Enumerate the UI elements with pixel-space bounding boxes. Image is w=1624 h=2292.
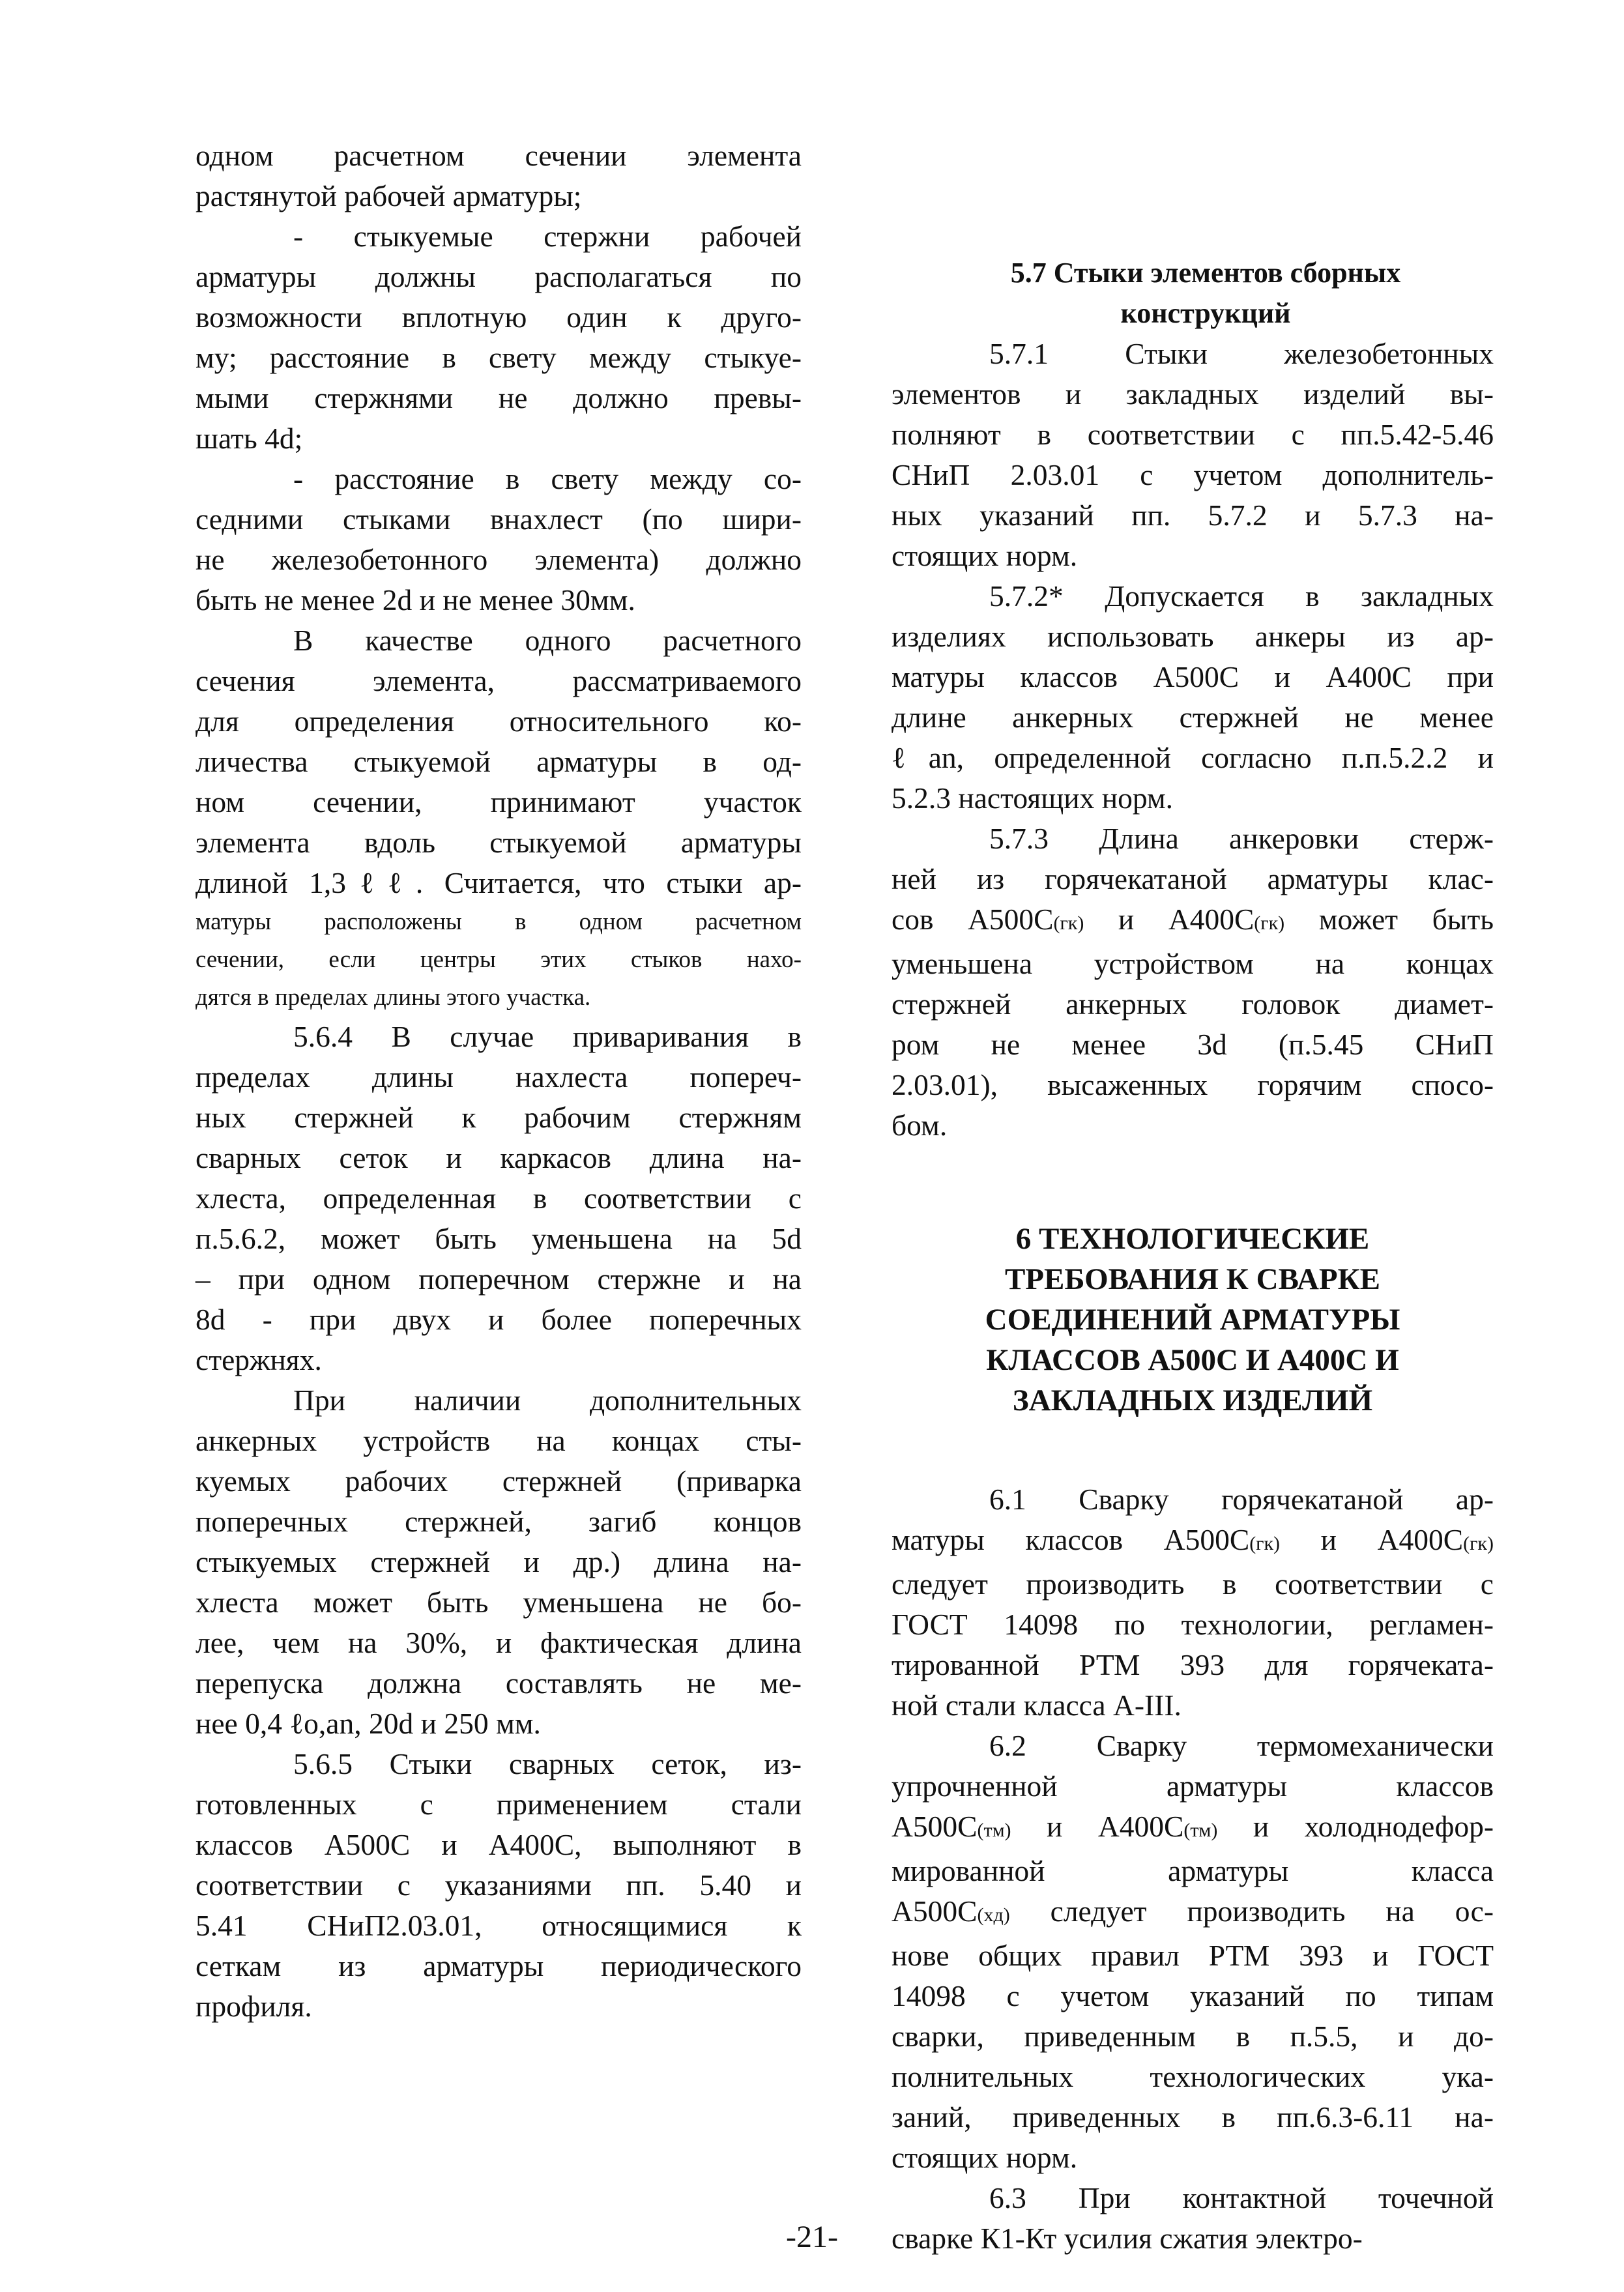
text-line: 5.7.3 Длина анкеровки стерж- [989,822,1494,855]
text-line: ром не менее 3d (п.5.45 СНиП [892,1028,1494,1061]
text-line: длиной 1,3ℓℓ. Считается, что стыки ар- [196,866,802,899]
text-line: соответствии с указаниями пп. 5.40 и [196,1868,802,1902]
text-run: и холоднодефор- [1217,1810,1494,1843]
text-line: 14098 с учетом указаний по типам [892,1979,1494,2012]
text-line: 5.41 СНиП2.03.01, относящимися к [196,1909,802,1942]
paragraph-small-print [196,903,802,1017]
text-run: А500С [892,1894,978,1928]
text-line: 5.6.5 Стыки сварных сеток, из- [293,1747,802,1780]
text-line: хлеста, определенная в соответствии с [196,1182,802,1215]
text-line: полнительных технологических ука- [892,2060,1494,2093]
text-line: 2.03.01), высаженных горячим спосо- [892,1068,1494,1101]
text-run: может быть [1284,903,1494,936]
text-line: 6.1 Сварку горячекатаной ар- [989,1483,1494,1516]
text-line: растянутой рабочей арматуры; [196,179,582,212]
text-line: возможности вплотную один к друго- [196,300,802,334]
text-run: и А400С [1280,1523,1464,1556]
text-line: элементов и закладных изделий вы- [892,377,1494,411]
text-line: стыкуемых стержней и др.) длина на- [196,1545,802,1578]
heading-line: КЛАССОВ А500С И А400С И [986,1343,1399,1377]
subscript: (гк) [1463,1533,1494,1554]
text-line: При наличии дополнительных [293,1384,802,1417]
heading-line: 6 ТЕХНОЛОГИЧЕСКИЕ [1015,1222,1370,1256]
subscript: (гк) [1249,1533,1281,1554]
text-line: следует производить в соответствии с [892,1567,1494,1601]
text-line: длине анкерных стержней не менее [892,701,1494,734]
text-line: ГОСТ 14098 по технологии, регламен- [892,1608,1494,1641]
text-line: сечении, если центры этих стыков нахо- [196,946,802,973]
subscript: (гк) [1053,912,1084,934]
text-line: сеткам из арматуры периодического [196,1949,802,1982]
text-line: му; расстояние в свету между стыкуе- [196,341,802,374]
text-line: 8d - при двух и более поперечных [196,1303,802,1336]
text-line: элемента вдоль стыкуемой арматуры [196,826,802,859]
text-line: готовленных с применением стали [196,1788,802,1821]
subscript: (тм) [1183,1820,1218,1841]
paragraph-5-7-1 [892,334,1494,576]
page-number: -21- [786,2220,838,2254]
text-line: полняют в соответствии с пп.5.42-5.46 [892,418,1494,451]
text-line: мированной арматуры класса [892,1854,1494,1887]
paragraph-anchor-devices [196,1380,802,1744]
bullet-lap-spacing [196,459,802,620]
text-line: пределах длины нахлеста попереч- [196,1060,802,1094]
text-line: профиля. [196,1990,312,2023]
text-line: 5.2.3 настоящих норм. [892,781,1174,815]
text-line: - расстояние в свету между со- [293,462,802,495]
left-column [196,136,802,2027]
text-line: хлеста может быть уменьшена не бо- [196,1586,802,1619]
subscript: (гк) [1254,912,1285,934]
text-line: сварных сеток и каркасов длина на- [196,1141,802,1174]
text-line: упрочненной арматуры классов [892,1769,1494,1803]
text-line: нее 0,4 ℓo,an, 20d и 250 мм. [196,1707,541,1740]
text-line: ном сечении, принимают участок [196,785,802,819]
text-line: 6.3 При контактной точечной [989,2181,1494,2214]
text-line: 5.7.2* Допускается в закладных [989,579,1494,613]
text-line: уменьшена устройством на концах [892,947,1494,980]
text-line: шать 4d; [196,422,303,455]
text-line: стержнях. [196,1343,322,1376]
text-line [892,1891,1494,1936]
text-line: ных стержней к рабочим стержням [196,1101,802,1134]
text-line: ных указаний пп. 5.7.2 и 5.7.3 на- [892,499,1494,532]
text-line: изделиях использовать анкеры из ар- [892,620,1494,653]
text-line: – при одном поперечном стержне и на [196,1262,802,1296]
text-line: классов А500С и А400С, выполняют в [196,1828,802,1861]
paragraph-5-7-3 [892,819,1494,1146]
text-line: быть не менее 2d и не менее 30мм. [196,583,635,617]
text-line: СНиП 2.03.01 с учетом дополнитель- [892,458,1494,491]
paragraph-6-2 [892,1726,1494,2178]
text-line: лее, чем на 30%, и фактическая длина [196,1626,802,1659]
heading-line: ЗАКЛАДНЫХ ИЗДЕЛИЙ [1012,1384,1373,1417]
text-run: А500С [892,1810,978,1843]
right-column [892,136,1494,2259]
text-line: матуры классов А500С и А400С при [892,660,1494,693]
subscript: (хд) [977,1904,1010,1926]
text-line: мыми стержнями не должно превы- [196,381,802,414]
heading-line: 5.7 Стыки элементов сборных [1010,257,1401,289]
text-line: анкерных устройств на концах сты- [196,1424,802,1457]
text-line: бом. [892,1109,948,1142]
text-line: сварки, приведенным в п.5.5, и до- [892,2020,1494,2053]
text-line: сечения элемента, рассматриваемого [196,664,802,697]
text-run: и А400С [1084,903,1254,936]
text-line: В качестве одного расчетного [293,624,802,657]
paragraph-5-7-2 [892,576,1494,819]
text-line: ℓan, определенной согласно п.п.5.2.2 и [892,741,1494,774]
heading-line: конструкций [1120,297,1291,329]
text-line: заний, приведенных в пп.6.3-6.11 на- [892,2100,1494,2134]
paragraph-continuation [196,136,802,216]
text-line: арматуры должны располагаться по [196,260,802,293]
section-heading-5-7 [892,253,1494,334]
text-line: 5.6.4 В случае приваривания в [293,1020,802,1053]
paragraph-5-6-4 [196,1017,802,1380]
text-line: п.5.6.2, может быть уменьшена на 5d [196,1222,802,1255]
text-line: одном расчетном сечении элемента [196,139,802,172]
text-line: стоящих норм. [892,539,1078,572]
text-line: ней из горячекатаной арматуры клас- [892,862,1494,895]
paragraph-section-definition [196,620,802,903]
paragraph-5-6-5 [196,1744,802,2027]
text-line: тированной РТМ 393 для горячеката- [892,1648,1494,1681]
text-line: матуры расположены в одном расчетном [196,908,802,935]
text-line: стоящих норм. [892,2141,1078,2174]
text-line: сварке К1-Кт усилия сжатия электро- [892,2222,1363,2255]
text-line: нове общих правил РТМ 393 и ГОСТ [892,1939,1494,1972]
text-line: не железобетонного элемента) должно [196,543,802,576]
paragraph-6-1 [892,1479,1494,1726]
text-line [892,1806,1494,1851]
bullet-bars-placement [196,216,802,459]
text-line: стержней анкерных головок диамет- [892,987,1494,1021]
section-heading-6 [892,1219,1494,1421]
text-line: ной стали класса А-III. [892,1689,1182,1722]
text-line: для определения относительного ко- [196,704,802,738]
text-line: седними стыками внахлест (по шири- [196,502,802,536]
heading-line: СОЕДИНЕНИЙ АРМАТУРЫ [985,1303,1400,1337]
text-run: матуры классов А500С [892,1523,1250,1556]
subscript: (тм) [977,1820,1011,1841]
heading-line: ТРЕБОВАНИЯ К СВАРКЕ [1004,1262,1381,1296]
text-line: 6.2 Сварку термомеханически [989,1729,1494,1762]
text-run: сов А500С [892,903,1054,936]
text-line: дятся в пределах длины этого участка. [196,984,591,1011]
text-line: перепуска должна составлять не ме- [196,1666,802,1700]
text-line: куемых рабочих стержней (приварка [196,1464,802,1498]
text-run: и А400С [1011,1810,1184,1843]
text-line [892,899,1494,944]
text-line: 5.7.1 Стыки железобетонных [989,337,1494,370]
text-line: поперечных стержней, загиб концов [196,1505,802,1538]
text-line: личества стыкуемой арматуры в од- [196,745,802,778]
text-run: следует производить на ос- [1009,1894,1494,1928]
text-line: - стыкуемые стержни рабочей [293,220,802,253]
text-line [892,1520,1494,1564]
